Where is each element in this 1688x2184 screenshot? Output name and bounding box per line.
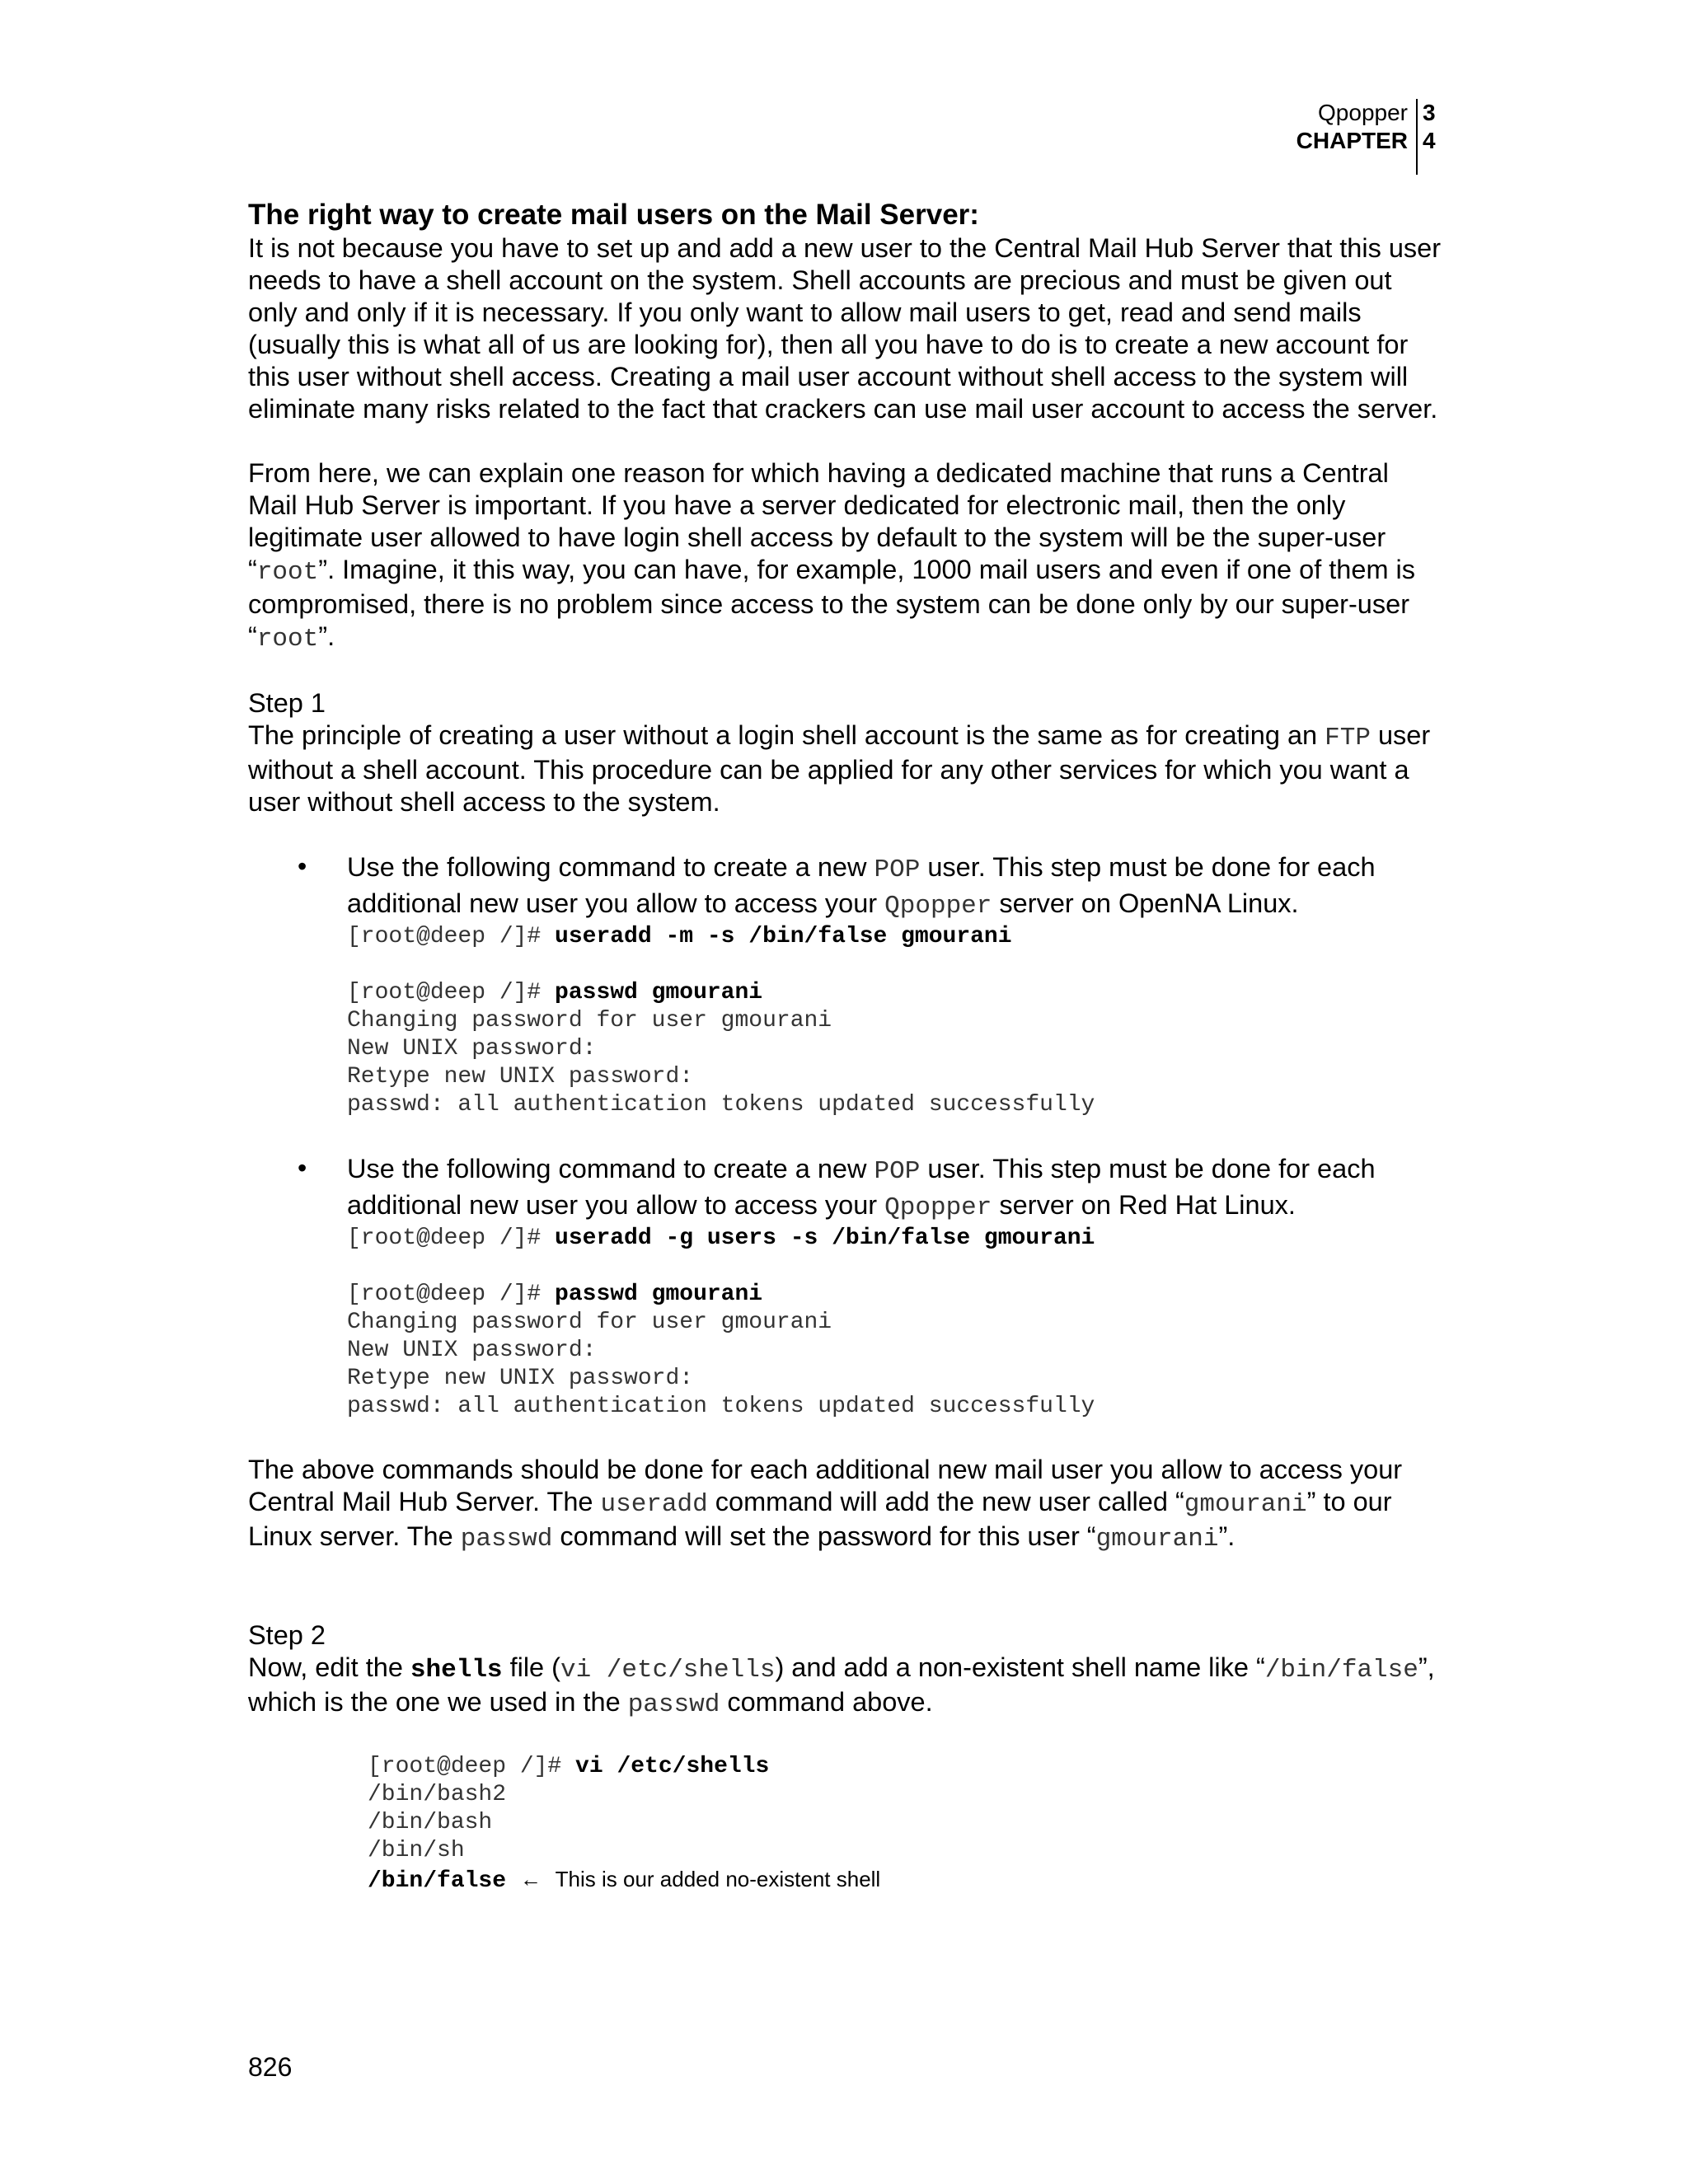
section-title: The right way to create mail users on the Mail Server:: [248, 199, 979, 231]
para3-text-3: ” to our Linux server. The: [248, 1487, 1392, 1551]
step2-text-5: command above.: [720, 1687, 933, 1717]
page-body: [248, 198, 1443, 1896]
para3-text-4: command will set the password for this user “: [552, 1521, 1096, 1551]
para2-text-2: ”. Imagine, it this way, you can have, for example, 1000 mail users and even if one of them is compromised, there is no problem since access to the system can be done only by our super-user “: [248, 555, 1416, 651]
step2-text-1: Now, edit the: [248, 1652, 410, 1682]
shell-prompt: [root@deep /]#: [347, 924, 556, 949]
code-output-line: Retype new UNIX password:: [347, 1064, 694, 1090]
shell-command: useradd -m -s /bin/false gmourani: [555, 924, 1012, 949]
para3-text-2: command will add the new user called “: [707, 1487, 1184, 1516]
shell-prompt: [root@deep /]#: [368, 1754, 576, 1779]
bullet-text-3: server on OpenNA Linux.: [992, 888, 1299, 918]
para3-code-passwd: passwd: [460, 1525, 553, 1554]
para3-code-useradd: useradd: [600, 1490, 708, 1519]
step1-text-1: The principle of creating a user without a login shell account is the same as for creating an: [248, 720, 1325, 750]
para3-code-gmourani-2: gmourani: [1095, 1525, 1219, 1554]
code-line: [347, 1225, 1443, 1253]
bullet-code-pop: POP: [874, 1157, 921, 1186]
code-output-line: Retype new UNIX password:: [347, 1366, 694, 1391]
shells-code-block: [368, 1753, 1443, 1896]
step1-text-2: user without a shell account. This procedure can be applied for any other services for which you want a user without shell access to the system.: [248, 720, 1431, 817]
dedicated-machine-paragraph: [248, 457, 1443, 655]
bullet-code-qpopper: Qpopper: [884, 1193, 992, 1222]
step2-code-vi: vi /etc/shells: [560, 1656, 776, 1685]
header-numbers: [1423, 99, 1441, 155]
shell-prompt: [root@deep /]#: [347, 1282, 556, 1307]
bullet-text-1: Use the following command to create a new: [347, 1154, 874, 1183]
shells-line: /bin/bash: [368, 1810, 493, 1835]
code-line: [347, 979, 1443, 1007]
shell-command: useradd -g users -s /bin/false gmourani: [555, 1226, 1095, 1251]
step2-text-3: ) and add a non-existent shell name like “: [775, 1652, 1265, 1682]
code-line: [347, 1281, 1443, 1309]
command-bullets: [248, 851, 1443, 1421]
shells-line: /bin/bash2: [368, 1782, 507, 1807]
added-shell-note: This is our added no-existent shell: [555, 1867, 881, 1891]
shell-command: passwd gmourani: [555, 980, 763, 1005]
shells-added-line: [368, 1865, 1443, 1896]
step2-text-2: file (: [502, 1652, 560, 1682]
para3-text-5: ”.: [1218, 1521, 1236, 1551]
step2-label: Step 2: [248, 1620, 326, 1650]
para3-code-gmourani: gmourani: [1184, 1490, 1307, 1519]
code-output-line: Changing password for user gmourani: [347, 1008, 832, 1033]
shell-prompt: [root@deep /]#: [347, 1226, 556, 1251]
code-line: [368, 1753, 1443, 1781]
running-header: [1236, 99, 1442, 175]
header-number-top: 3: [1423, 100, 1436, 125]
step2-text-4: ”, which is the one we used in the: [248, 1652, 1435, 1717]
commands-explanation-paragraph: [248, 1454, 1443, 1555]
header-number-bottom: 4: [1423, 128, 1436, 153]
bullet-text-2: user. This step must be done for each additional new user you allow to access your: [347, 852, 1376, 918]
bullet-symbol: •: [298, 851, 307, 881]
code-blank-line: [347, 1253, 1443, 1281]
header-chapter-label: CHAPTER: [1296, 128, 1408, 153]
code-blank-line: [347, 951, 1443, 979]
step1-paragraph: [248, 719, 1443, 818]
bullet-text-1: Use the following command to create a new: [347, 852, 874, 882]
code-output-line: New UNIX password:: [347, 1338, 597, 1363]
para2-code-root-2: root: [256, 625, 319, 654]
code-line: [347, 923, 1443, 951]
page-number: 826: [248, 2052, 293, 2082]
code-output-line: New UNIX password:: [347, 1036, 597, 1062]
bullet-redhat: [248, 1152, 1443, 1421]
code-output-line: passwd: all authentication tokens updated successfully: [347, 1394, 1095, 1419]
added-shell: /bin/false: [368, 1868, 507, 1894]
step2-paragraph: [248, 1652, 1443, 1721]
bullet-code-pop: POP: [874, 855, 921, 884]
para2-text-3: ”.: [318, 621, 335, 651]
step2-code-shells: shells: [410, 1656, 503, 1685]
bullet-text: [347, 1152, 1443, 1225]
code-block: [347, 923, 1443, 1119]
intro-paragraph: It is not because you have to set up and add a new user to the Central Mail Hub Server that this user needs to have a shell account on the system. Shell accounts are precious and must be given out only and only if it is necessary. If you only want to allow mail users to get, read and send mails (usually this is what all of us are looking for), then all you have to do is to create a new account for this user without shell access. Creating a mail user account without shell access to the system will eliminate many risks related to the fact that crackers can use mail user account to access the server.: [248, 233, 1442, 424]
bullet-symbol: •: [298, 1153, 307, 1183]
bullet-text: [347, 851, 1443, 923]
step1-label: Step 1: [248, 688, 326, 718]
shells-line: /bin/sh: [368, 1838, 465, 1863]
bullet-openna: [248, 851, 1443, 1119]
bullet-text-3: server on Red Hat Linux.: [992, 1190, 1296, 1220]
header-left: [1296, 99, 1408, 155]
shell-command: vi /etc/shells: [575, 1754, 770, 1779]
para2-code-root-1: root: [256, 558, 319, 587]
left-arrow-icon: ←: [519, 1867, 542, 1891]
para2-text-1: From here, we can explain one reason for which having a dedicated machine that runs a Central Mail Hub Server is important. If you have a server dedicated for electronic mail, then the only legitimate user allowed to have login shell access by default to the system will be the super-user “: [248, 458, 1389, 584]
header-divider: [1416, 99, 1418, 175]
step2-code-passwd: passwd: [627, 1690, 720, 1719]
bullet-text-2: user. This step must be done for each additional new user you allow to access your: [347, 1154, 1376, 1220]
bullet-code-qpopper: Qpopper: [884, 892, 992, 921]
code-output-line: Changing password for user gmourani: [347, 1310, 832, 1335]
code-block: [347, 1225, 1443, 1421]
shell-prompt: [root@deep /]#: [347, 980, 556, 1005]
shell-command: passwd gmourani: [555, 1282, 763, 1307]
code-output-line: passwd: all authentication tokens updated successfully: [347, 1092, 1095, 1118]
step1-code-ftp: FTP: [1325, 724, 1371, 752]
header-title: Qpopper: [1318, 100, 1408, 125]
para3-text-1: The above commands should be done for each additional new mail user you allow to access your Central Mail Hub Server. The: [248, 1455, 1403, 1516]
step2-code-bin-false: /bin/false: [1264, 1656, 1418, 1685]
